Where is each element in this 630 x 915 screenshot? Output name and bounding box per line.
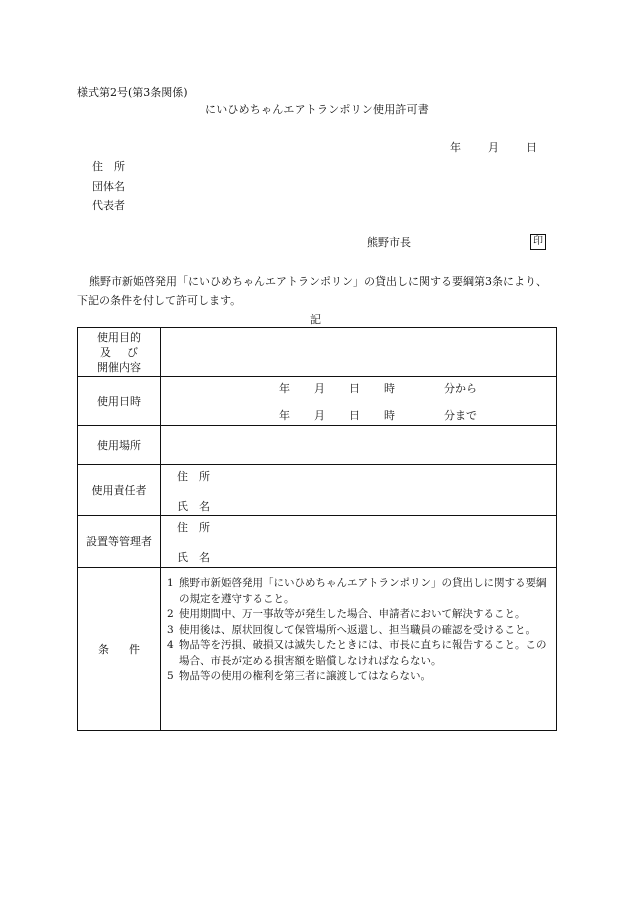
condition-item bbox=[165, 638, 550, 669]
issue-date-line bbox=[450, 142, 537, 153]
to-day-unit: 日 bbox=[349, 408, 360, 422]
purpose-label-line1: 使用目的 bbox=[97, 330, 141, 344]
to-suffix: 分まで bbox=[444, 408, 477, 422]
manager-value[interactable] bbox=[161, 516, 557, 568]
from-suffix: 分から bbox=[444, 381, 477, 395]
condition-number: 2 bbox=[167, 608, 174, 620]
condition-item bbox=[165, 669, 550, 685]
place-value[interactable] bbox=[161, 426, 557, 465]
conditions-list bbox=[161, 568, 556, 693]
applicant-group-label: 団体名 bbox=[92, 180, 125, 193]
conditions-label-jo: 条 bbox=[98, 642, 109, 656]
purpose-label-line2 bbox=[78, 345, 160, 360]
conditions-label-ken: 件 bbox=[129, 642, 140, 656]
applicant-address-label: 住 所 bbox=[92, 160, 125, 173]
row-responsible bbox=[78, 465, 557, 516]
row-manager bbox=[78, 516, 557, 568]
conditions-value bbox=[161, 568, 557, 731]
document-title: にいひめちゃんエアトランポリン使用許可書 bbox=[205, 103, 429, 116]
applicant-rep-label: 代表者 bbox=[92, 199, 125, 212]
responsible-label: 使用責任者 bbox=[78, 465, 161, 516]
condition-item bbox=[165, 607, 550, 623]
to-year-unit: 年 bbox=[279, 408, 290, 422]
from-hour-unit: 時 bbox=[384, 381, 395, 395]
row-place bbox=[78, 426, 557, 465]
condition-item bbox=[165, 623, 550, 639]
from-month-unit: 月 bbox=[314, 381, 325, 395]
responsible-name-label: 氏 名 bbox=[177, 499, 210, 513]
condition-text: 物品等の使用の権利を第三者に譲渡してはならない。 bbox=[179, 670, 431, 682]
to-month-unit: 月 bbox=[314, 408, 325, 422]
from-day-unit: 日 bbox=[349, 381, 360, 395]
from-year-unit: 年 bbox=[279, 381, 290, 395]
condition-text: 物品等を汚損、破損又は滅失したときには、市長に直ちに報告すること。この場合、市長が定める損害額を賠償しなければならない。 bbox=[179, 639, 547, 667]
condition-text: 使用期間中、万一事故等が発生した場合、申請者において解決すること。 bbox=[179, 608, 526, 620]
conditions-label bbox=[78, 568, 161, 731]
ki-heading: 記 bbox=[310, 313, 321, 326]
condition-number: 1 bbox=[167, 577, 174, 589]
condition-text: 熊野市新姫啓発用「にいひめちゃんエアトランポリン」の貸出しに関する要綱の規定を遵守すること。 bbox=[179, 577, 547, 605]
date-from-row bbox=[279, 383, 477, 394]
date-value[interactable] bbox=[161, 377, 557, 426]
responsible-address-label: 住 所 bbox=[177, 469, 210, 483]
condition-text: 使用後は、原状回復して保管場所へ返還し、担当職員の確認を受けること。 bbox=[179, 623, 536, 636]
row-conditions bbox=[78, 568, 557, 731]
condition-number: 3 bbox=[167, 623, 174, 636]
date-day-label: 日 bbox=[526, 141, 537, 154]
responsible-value[interactable] bbox=[161, 465, 557, 516]
manager-address-label: 住 所 bbox=[177, 520, 210, 534]
date-month-label: 月 bbox=[488, 141, 499, 154]
condition-number: 4 bbox=[167, 639, 174, 651]
place-label: 使用場所 bbox=[78, 426, 161, 465]
purpose-value[interactable] bbox=[161, 328, 557, 377]
date-year-label: 年 bbox=[450, 141, 461, 154]
date-label: 使用日時 bbox=[78, 377, 161, 426]
condition-number: 5 bbox=[167, 670, 174, 682]
date-to-row bbox=[279, 410, 477, 421]
permit-table bbox=[77, 327, 557, 731]
issuer-name: 熊野市長 bbox=[367, 236, 411, 249]
condition-item bbox=[165, 576, 550, 607]
purpose-label-bi: び bbox=[127, 345, 138, 359]
purpose-label bbox=[78, 328, 161, 377]
purpose-label-oyo: 及 bbox=[100, 345, 111, 359]
purpose-label-line3: 開催内容 bbox=[97, 360, 141, 374]
to-hour-unit: 時 bbox=[384, 408, 395, 422]
manager-label: 設置等管理者 bbox=[78, 516, 161, 568]
form-number: 様式第2号(第3条関係) bbox=[77, 86, 188, 99]
permission-body-text: 熊野市新姫啓発用「にいひめちゃんエアトランポリン」の貸出しに関する要綱第3条により、下記の条件を付して許可します。 bbox=[77, 275, 547, 307]
manager-name-label: 氏 名 bbox=[177, 550, 210, 564]
row-purpose bbox=[78, 328, 557, 377]
seal-mark: 印 bbox=[530, 234, 546, 250]
row-date bbox=[78, 377, 557, 426]
